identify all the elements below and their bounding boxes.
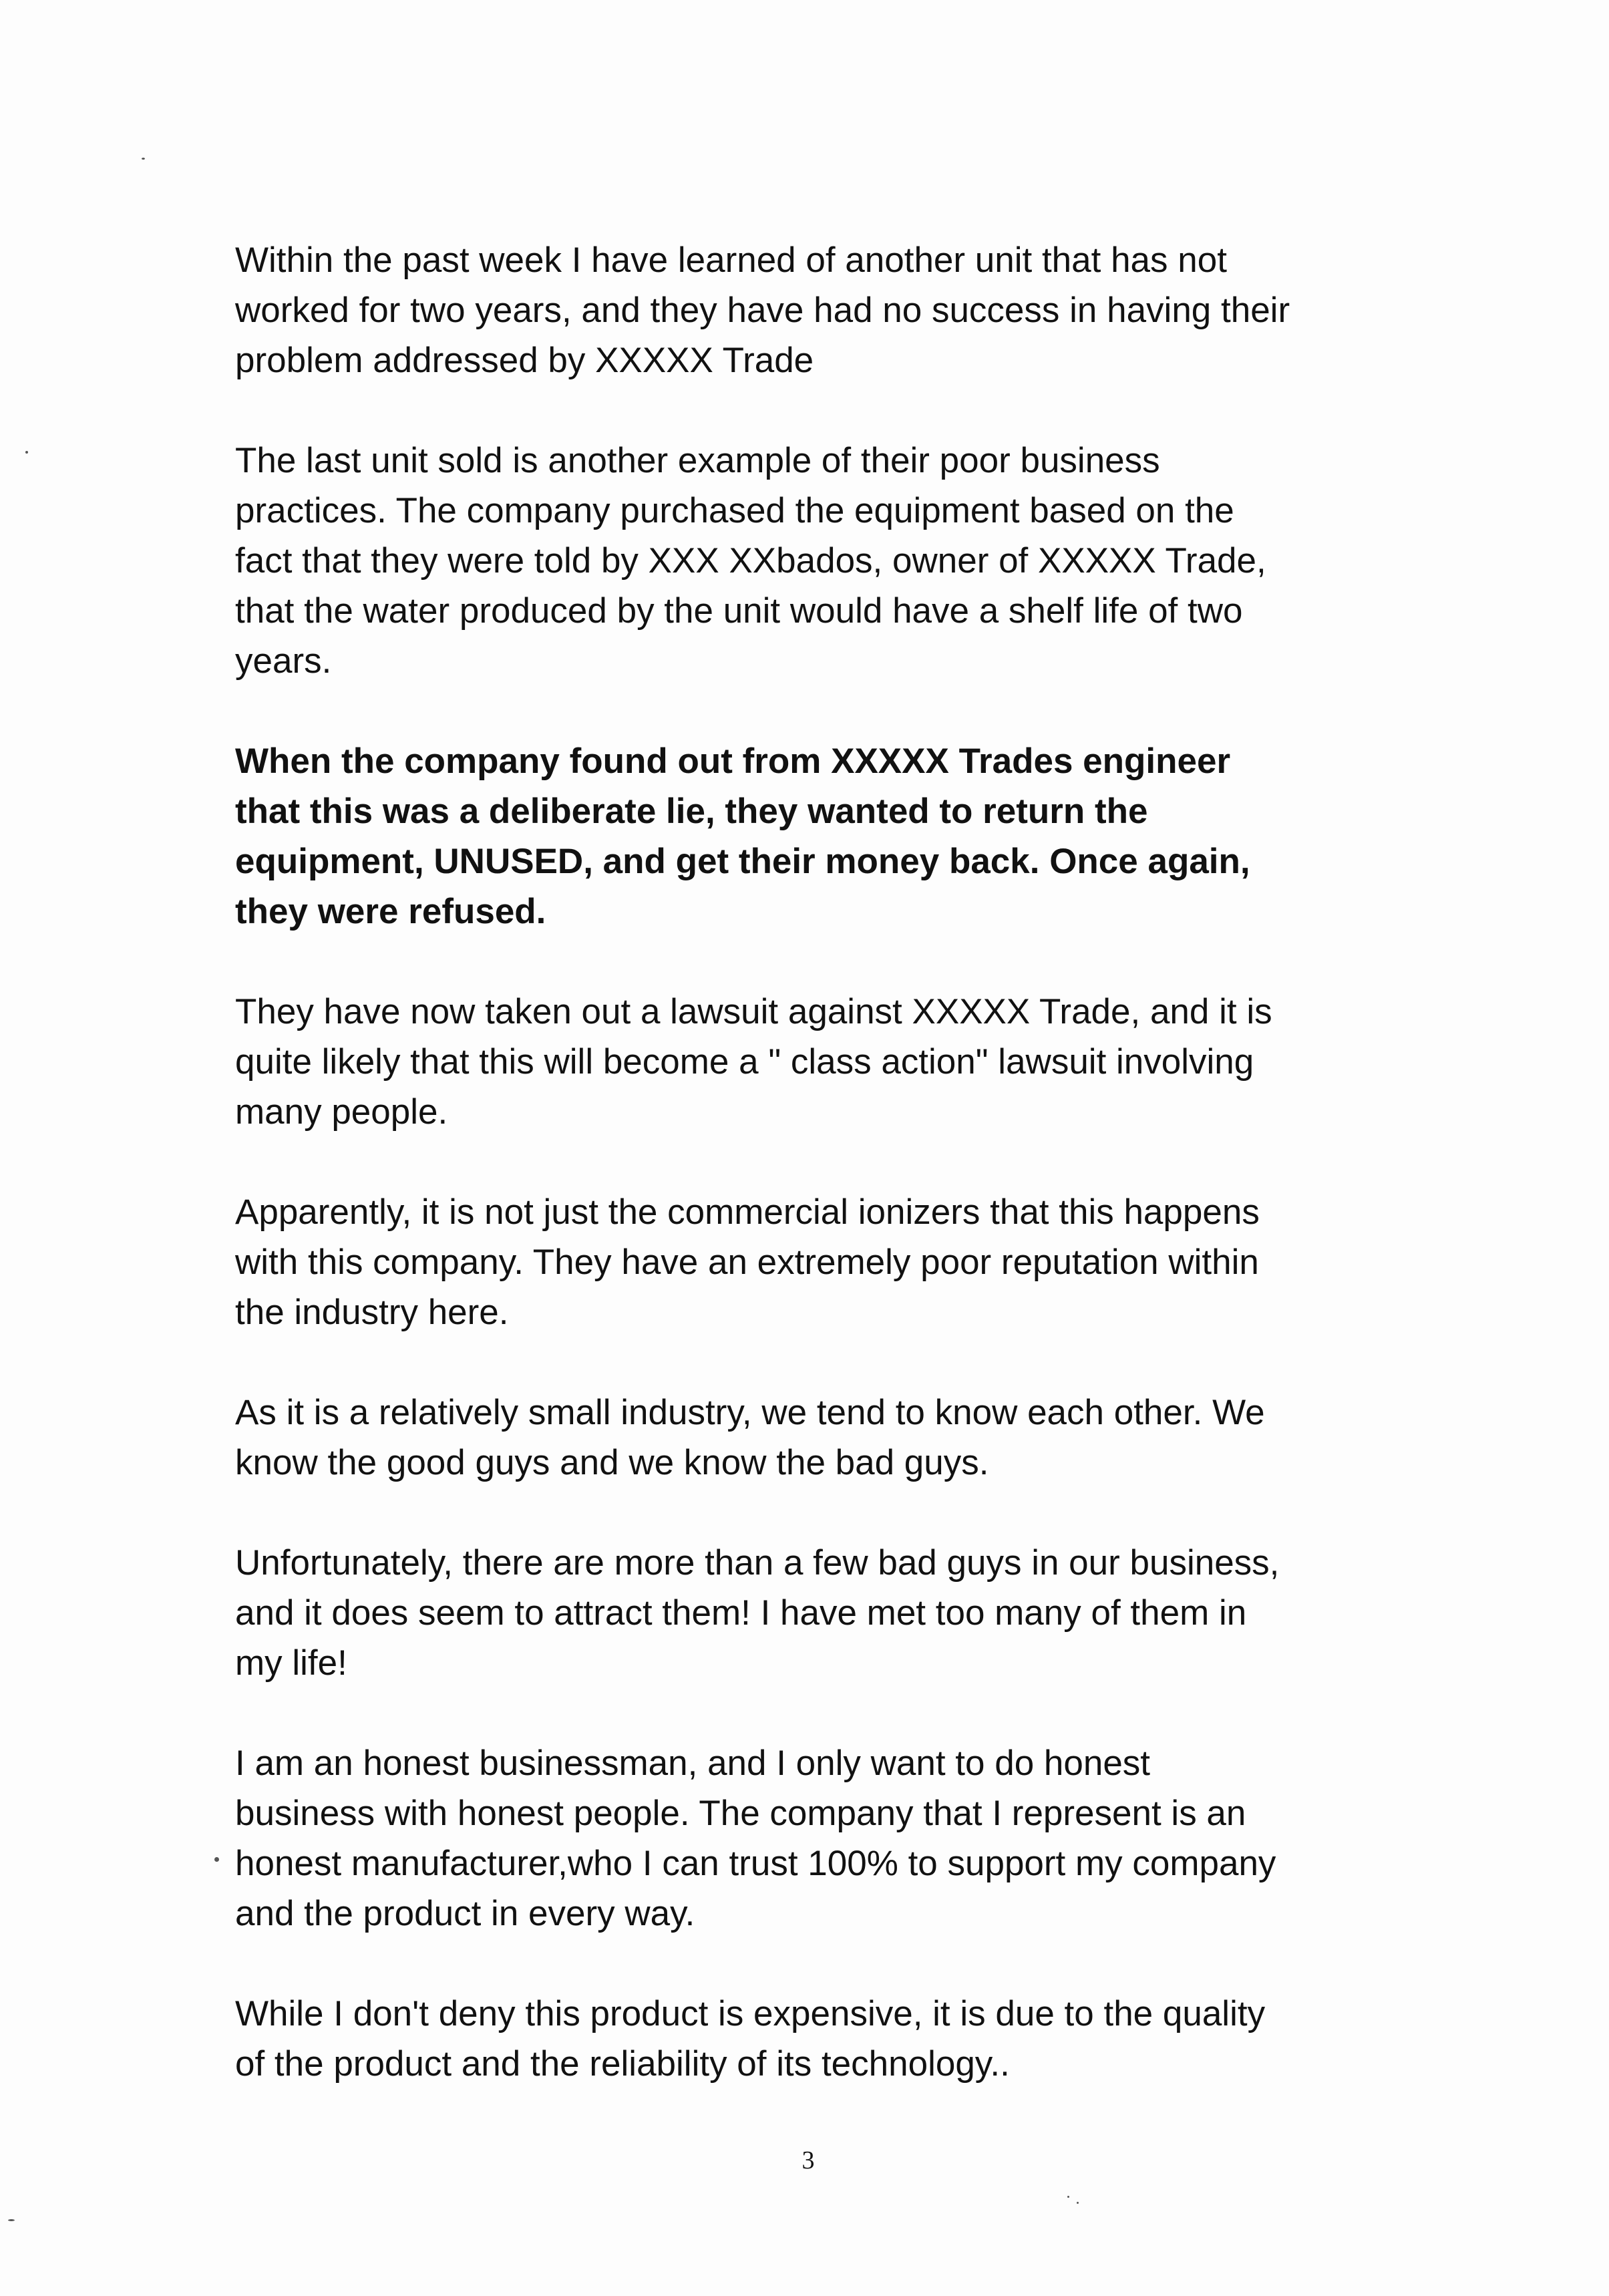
text-line: worked for two years, and they have had no success in having their xyxy=(235,291,1290,330)
text-line: many people. xyxy=(235,1092,448,1132)
paragraph-8 xyxy=(235,1738,1437,1939)
text-line: honest manufacturer,who I can trust 100% to support my company xyxy=(235,1844,1276,1883)
text-line: fact that they were told by XXX XXbados, owner of XXXXX Trade, xyxy=(235,541,1266,581)
text-line: know the good guys and we know the bad guys. xyxy=(235,1443,989,1482)
paragraph-6 xyxy=(235,1387,1437,1488)
letter-body xyxy=(235,235,1437,2139)
text-line: I am an honest businessman, and I only want to do honest xyxy=(235,1744,1151,1783)
text-line: When the company found out from XXXXX Trades engineer xyxy=(235,742,1231,781)
text-line: my life! xyxy=(235,1643,347,1683)
text-line: years. xyxy=(235,641,332,681)
page-number: 3 xyxy=(801,2146,815,2174)
text-line: that the water produced by the unit would have a shelf life of two xyxy=(235,591,1243,631)
scan-speck xyxy=(25,451,28,454)
text-line: Apparently, it is not just the commercial ionizers that this happens xyxy=(235,1192,1260,1232)
text-line: of the product and the reliability of its technology.. xyxy=(235,2044,1010,2084)
text-line: They have now taken out a lawsuit against XXXXX Trade, and it is xyxy=(235,992,1272,1031)
paragraph-2 xyxy=(235,436,1437,686)
paragraph-4 xyxy=(235,987,1437,1137)
text-line: and it does seem to attract them! I have met too many of them in xyxy=(235,1593,1247,1633)
text-line: Within the past week I have learned of another unit that has not xyxy=(235,240,1227,280)
text-line: Unfortunately, there are more than a few bad guys in our business, xyxy=(235,1543,1280,1583)
scan-speck xyxy=(1077,2202,1079,2204)
text-line: equipment, UNUSED, and get their money back. Once again, xyxy=(235,842,1250,881)
scan-speck xyxy=(8,2219,15,2221)
text-line: practices. The company purchased the equipment based on the xyxy=(235,491,1234,530)
paragraph-5 xyxy=(235,1187,1437,1337)
text-line: quite likely that this will become a " class action" lawsuit involving xyxy=(235,1042,1254,1082)
text-line: problem addressed by XXXXX Trade xyxy=(235,341,814,380)
scan-speck xyxy=(1067,2196,1069,2198)
paragraph-3-bold xyxy=(235,736,1437,937)
paragraph-9 xyxy=(235,1989,1437,2089)
text-line: that this was a deliberate lie, they wanted to return the xyxy=(235,792,1148,831)
text-line: the industry here. xyxy=(235,1293,509,1332)
text-line: The last unit sold is another example of their poor business xyxy=(235,441,1160,480)
text-line: with this company. They have an extremely poor reputation within xyxy=(235,1243,1259,1282)
text-line: While I don't deny this product is expensive, it is due to the quality xyxy=(235,1994,1266,2033)
paragraph-1 xyxy=(235,235,1437,385)
paragraph-7 xyxy=(235,1538,1437,1688)
text-line: they were refused. xyxy=(235,892,546,931)
text-line: and the product in every way. xyxy=(235,1894,695,1933)
text-line: business with honest people. The company that I represent is an xyxy=(235,1794,1246,1833)
scan-speck xyxy=(142,158,145,160)
text-line: As it is a relatively small industry, we tend to know each other. We xyxy=(235,1393,1265,1432)
scan-speck xyxy=(214,1857,219,1862)
